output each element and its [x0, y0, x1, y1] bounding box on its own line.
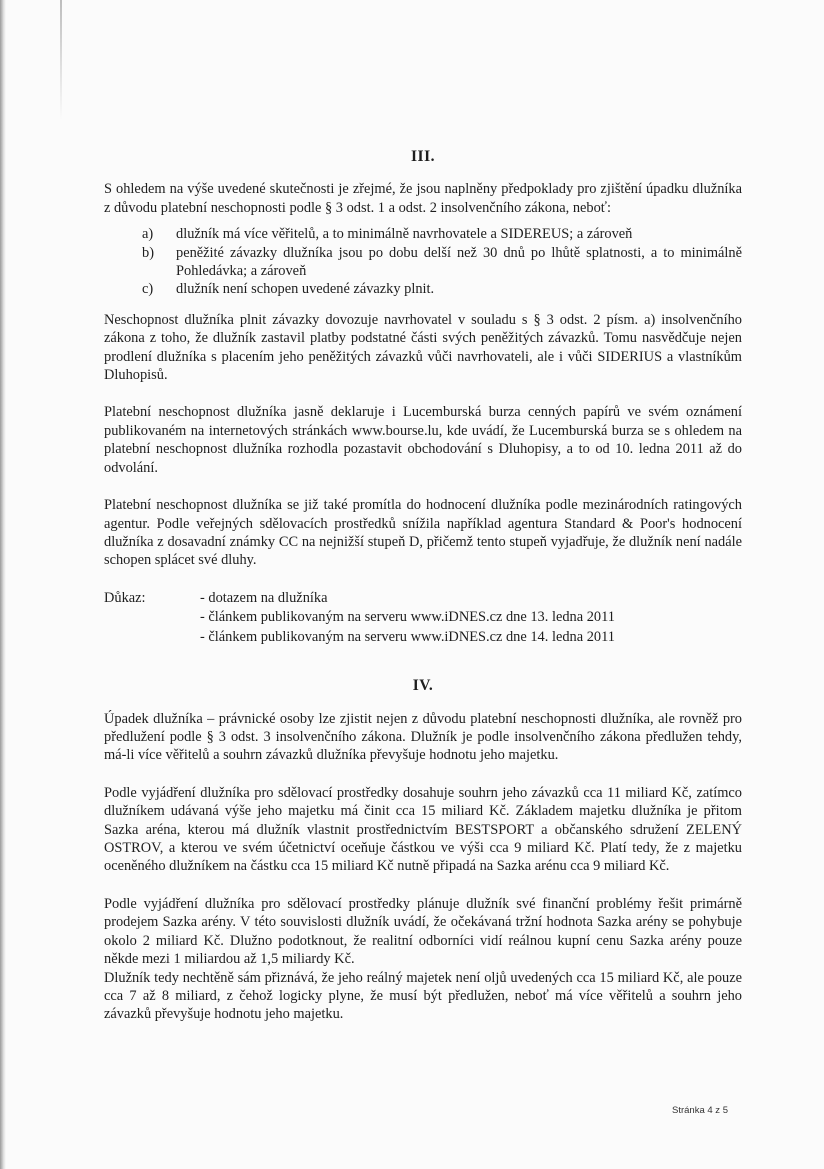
page-content [104, 148, 742, 1024]
list-marker: a) [142, 226, 154, 243]
paragraph: Dlužník tedy nechtěně sám přiznává, že jeho reálný majetek není oljů uvedených cca 15 miliard Kč, ale pouze cca 7 až 8 miliard, z čehož logicky plyne, že musí být předlužen, neboť má více věřitelů a souhrn jeho závazků převyšuje hodnotu jeho majetku. [104, 969, 742, 1023]
paragraph: Podle vyjádření dlužníka pro sdělovací prostředky plánuje dlužník své finanční problémy řešit primárně prodejem Sazka arény. V této souvislosti dlužník uvádí, že očekávaná tržní hodnota Sazka arény se pohybuje okolo 2 miliard Kč. Dlužno podotknout, že realitní odborníci vidí reálnou kupní cenu Sazka arény pouze někde mezi 1 miliardou až 1,5 miliardy Kč. [104, 895, 742, 968]
paragraph: Platební neschopnost dlužníka se již také promítla do hodnocení dlužníka podle mezinárodních ratingových agentur. Podle veřejných sdělovacích prostředků snížila například agentura Standard & Poor's hodnocení dlužníka z dosavadní známky CC na nejnižší stupeň D, přičemž tento stupeň vyjadřuje, že dlužník není nadále schopen splácet své dluhy. [104, 497, 742, 569]
evidence-list [200, 589, 742, 648]
list-item-text: dlužník není schopen uvedené závazky plnit. [176, 281, 435, 298]
section-heading-iii: III. [411, 148, 435, 165]
list-marker: b) [142, 244, 154, 261]
list-item [142, 225, 742, 243]
conditions-list [142, 225, 742, 299]
page-number: Stránka 4 z 5 [672, 1105, 728, 1116]
paragraph: Neschopnost dlužníka plnit závazky dovozuje navrhovatel v souladu s § 3 odst. 2 písm. a) insolvenčního zákona z toho, že dlužník zastavil platby podstatné části svých peněžitých závazků. Tomu nasvědčuje nejen prodlení dlužníka s placením jeho peněžitých závazků vůči navrhovateli, ale i vůči SIDERIUS a vlastníkům Dluhopisů. [104, 311, 742, 384]
list-item [142, 244, 742, 281]
evidence-item: - dotazem na dlužníka [200, 589, 328, 606]
list-item-text: dlužník má více věřitelů, a to minimálně navrhovatele a SIDEREUS; a zároveň [176, 226, 633, 243]
paragraph: Podle vyjádření dlužníka pro sdělovací prostředky dosahuje souhrn jeho závazků cca 11 miliard Kč, zatímco dlužníkem udávaná výše jeho majetku má činit cca 15 miliard Kč. Základem majetku dlužníka je přitom Sazka aréna, kterou má dlužník vlastnit prostřednictvím BESTSPORT a občanského sdružení ZELENÝ OSTROV, a kterou ve svém účetnictví oceňuje částkou ve výši cca 9 miliard Kč. Platí tedy, že z majetku oceněného dlužníkem na částku cca 15 miliard Kč nutně připadá na Sazka arénu cca 9 miliard Kč. [104, 784, 742, 875]
paragraph: Platební neschopnost dlužníka jasně deklaruje i Lucemburská burza cenných papírů ve svém oznámení publikovaném na internetových stránkách www.bourse.lu, kde uvádí, že Lucemburská burza se s ohledem na platební neschopnost dlužníka rozhodla pozastavit obchodování s Dluhopisy, a to od 10. ledna 2011 až do odvolání. [104, 404, 742, 476]
scan-artifact [60, 0, 62, 120]
evidence-item: - článkem publikovaným na serveru www.iDNES.cz dne 14. ledna 2011 [200, 628, 615, 645]
evidence-block [104, 589, 742, 648]
section-iii-intro: S ohledem na výše uvedené skutečnosti je zřejmé, že jsou naplněny předpoklady pro zjištění úpadku dlužníka z důvodu platební neschopnosti podle § 3 odst. 1 a odst. 2 insolvenčního zákona, neboť: [104, 181, 742, 216]
evidence-label: Důkaz: [104, 589, 146, 606]
list-marker: c) [142, 281, 154, 298]
section-heading-iv: IV. [412, 677, 434, 695]
evidence-item: - článkem publikovaným na serveru www.iDNES.cz dne 13. ledna 2011 [200, 609, 615, 626]
paragraph: Úpadek dlužníka – právnické osoby lze zjistit nejen z důvodu platební neschopnosti dlužníka, ale rovněž pro předlužení podle § 3 odst. 3 insolvenčního zákona. Dlužník je podle insolvenčního zákona předlužen tehdy, má-li více věřitelů a souhrn závazků dlužníka převyšuje hodnotu jeho majetku. [104, 710, 742, 764]
list-item [142, 280, 742, 298]
list-item-text: peněžité závazky dlužníka jsou po dobu delší než 30 dnů po lhůtě splatnosti, a to minimálně Pohledávka; a zároveň [176, 244, 742, 280]
scan-edge-shadow [0, 0, 6, 1169]
